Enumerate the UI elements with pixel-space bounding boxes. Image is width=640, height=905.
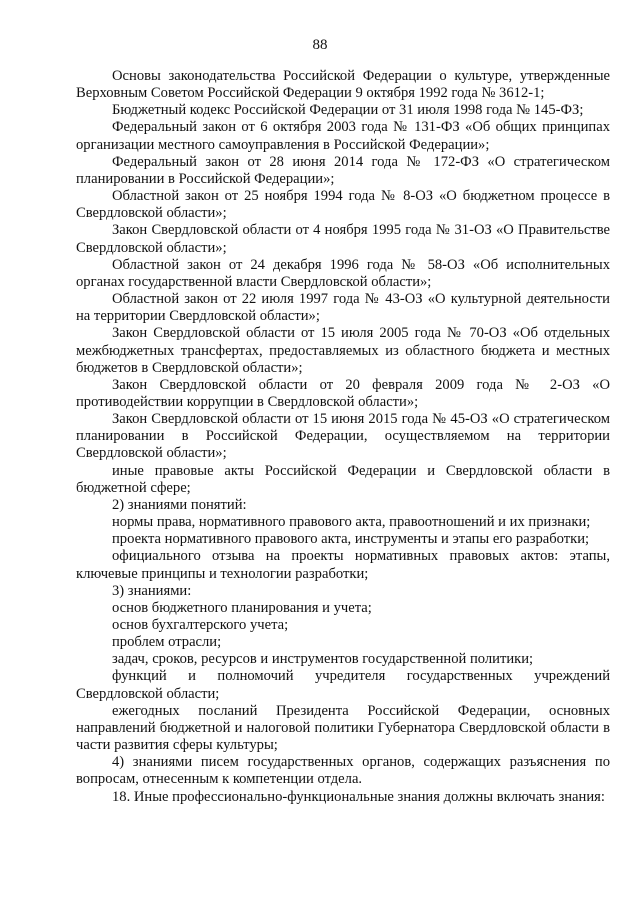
paragraph-government-letters: 4) знаниями писем государственных органов, содержащих разъяснения по вопросам, отнесенным к компетенции отдела. (76, 754, 610, 788)
paragraph-budget-code: Бюджетный кодекс Российской Федерации от 31 июля 1998 года № 145-ФЗ; (112, 102, 584, 119)
paragraph-concept-official-review: официального отзыва на проекты нормативных правовых актов: этапы, ключевые принципы и технологии разработки; (76, 548, 610, 582)
paragraph-regional-law-8: Областной закон от 25 ноября 1994 года № 8-ОЗ «О бюджетном процессе в Свердловской области»; (76, 188, 610, 222)
paragraph-accounting: основ бухгалтерского учета; (112, 617, 289, 633)
paragraph-concept-norms: нормы права, нормативного правового акта, правоотношений и их признаки; (112, 514, 591, 531)
paragraph-industry-problems: проблем отрасли; (112, 634, 222, 651)
paragraph-section-18: 18. Иные профессионально-функциональные знания должны включать знания: (112, 788, 605, 805)
paragraph-regional-law-43: Областной закон от 22 июля 1997 года № 43-ОЗ «О культурной деятельности на территории Свердловской области»; (76, 291, 610, 325)
paragraph-knowledge-heading: 3) знаниями: (112, 582, 192, 599)
page-body (76, 68, 610, 806)
paragraph-presidential-addresses: ежегодных посланий Президента Российской Федерации, основных направлений бюджетной и налоговой политики Губернатора Свердловской области в части развития сферы культуры; (76, 702, 610, 754)
paragraph-concepts-heading: 2) знаниями понятий: (112, 496, 247, 513)
paragraph-regional-law-31: Закон Свердловской области от 4 ноября 1995 года № 31-ОЗ «О Правительстве Свердловской области»; (76, 222, 610, 256)
paragraph-regional-law-45: Закон Свердловской области от 15 июня 2015 года № 45-ОЗ «О стратегическом планировании в Российской Федерации, осуществляемом на территории Свердловской области»; (76, 411, 610, 462)
paragraph-concept-draft-act: проекта нормативного правового акта, инструменты и этапы его разработки; (112, 531, 590, 548)
paragraph-budget-planning: основ бюджетного планирования и учета; (112, 599, 372, 616)
paragraph-federal-law-172: Федеральный закон от 28 июня 2014 года № 172-ФЗ «О стратегическом планировании в Российской Федерации»; (76, 153, 610, 187)
paragraph-founder-functions: функций и полномочий учредителя государственных учреждений Свердловской области; (76, 668, 610, 702)
paragraph-other-acts: иные правовые акты Российской Федерации и Свердловской области в бюджетной сфере; (76, 462, 610, 496)
page-number: 88 (312, 37, 328, 53)
paragraph-state-policy: задач, сроков, ресурсов и инструментов государственной политики; (112, 651, 534, 668)
paragraph-culture-law: Основы законодательства Российской Федерации о культуре, утвержденные Верховным Советом Российской Федерации 9 октября 1992 года № 3612-1; (76, 68, 610, 102)
paragraph-regional-law-58: Областной закон от 24 декабря 1996 года № 58-ОЗ «Об исполнительных органах государственной власти Свердловской области»; (76, 256, 610, 290)
paragraph-regional-law-2: Закон Свердловской области от 20 февраля 2009 года № 2-ОЗ «О противодействии коррупции в Свердловской области»; (76, 376, 610, 410)
paragraph-federal-law-131: Федеральный закон от 6 октября 2003 года № 131-ФЗ «Об общих принципах организации местного самоуправления в Российской Федерации»; (76, 119, 610, 153)
paragraph-regional-law-70: Закон Свердловской области от 15 июля 2005 года № 70-ОЗ «Об отдельных межбюджетных трансфертах, предоставляемых из областного бюджета и местных бюджетов в Свердловской области»; (76, 325, 610, 376)
